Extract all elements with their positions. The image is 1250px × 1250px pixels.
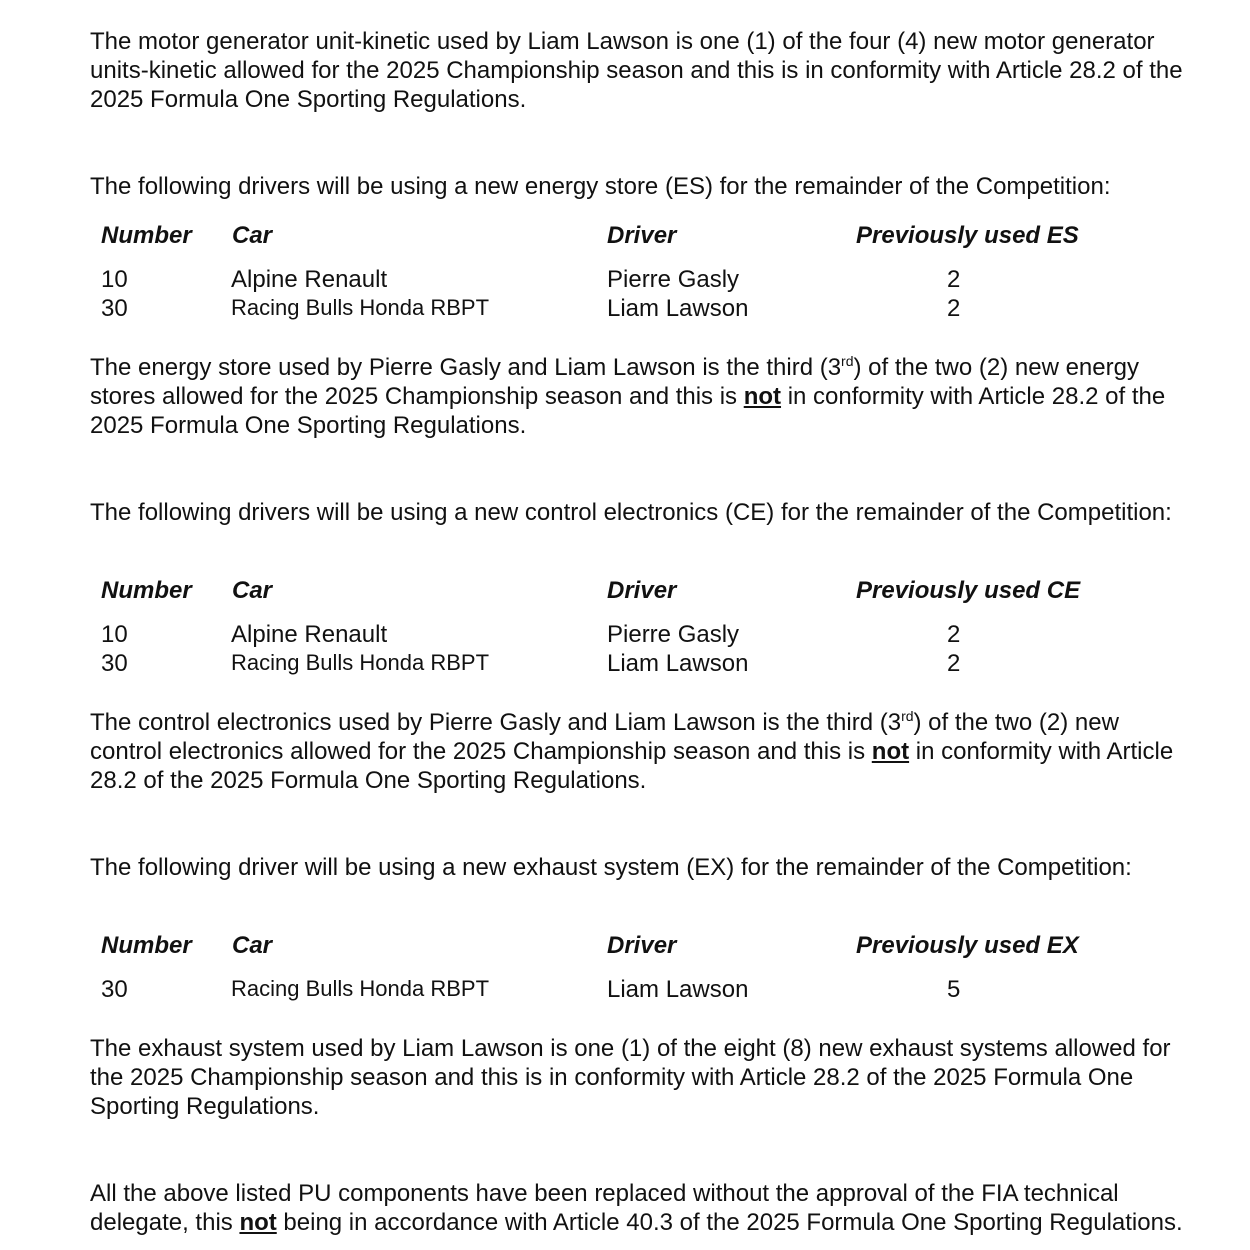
ex-header-number: Number xyxy=(101,932,192,959)
ex-header-driver: Driver xyxy=(607,932,677,959)
ce-row-2-number: 30 xyxy=(101,650,128,677)
ce-not-emphasis: not xyxy=(871,738,910,765)
mgu-k-paragraph: The motor generator unit-kinetic used by Liam Lawson is one (1) of the four (4) new motor generator units-kinetic allowed for the 2025 Championship season and this is in conformity with Article 28.2 of the 2025 Formula One Sporting Regulations. xyxy=(90,28,1183,113)
ex-row-1-car: Racing Bulls Honda RBPT xyxy=(231,976,490,1001)
es-row-1-previous: 2 xyxy=(947,266,961,293)
ce-row-1-car: Alpine Renault xyxy=(231,621,388,648)
ex-row-1-number: 30 xyxy=(101,976,128,1003)
es-row-2-number: 30 xyxy=(101,295,128,322)
es-not-emphasis: not xyxy=(743,383,782,410)
ce-row-2-previous: 2 xyxy=(947,650,961,677)
ce-intro: The following drivers will be using a new control electronics (CE) for the remainder of the Competition: xyxy=(90,499,1172,526)
ce-header-previous: Previously used CE xyxy=(856,577,1081,604)
es-header-number: Number xyxy=(101,222,192,249)
ce-row-2-driver: Liam Lawson xyxy=(607,650,749,677)
final-not-emphasis: not xyxy=(239,1209,277,1236)
es-row-1-number: 10 xyxy=(101,266,128,293)
es-header-car: Car xyxy=(232,222,273,249)
ex-intro: The following driver will be using a new exhaust system (EX) for the remainder of the Competition: xyxy=(90,854,1132,881)
es-intro: The following drivers will be using a new energy store (ES) for the remainder of the Competition: xyxy=(90,173,1111,200)
ex-conclusion: The exhaust system used by Liam Lawson is one (1) of the eight (8) new exhaust systems allowed for the 2025 Championship season and this is in conformity with Article 28.2 of the 2025 Formula One Sporting Regulations. xyxy=(90,1035,1171,1120)
ce-row-1-driver: Pierre Gasly xyxy=(607,621,740,648)
ce-header-driver: Driver xyxy=(607,577,677,604)
es-row-2-previous: 2 xyxy=(947,295,961,322)
ce-header-car: Car xyxy=(232,577,273,604)
ex-row-1-driver: Liam Lawson xyxy=(607,976,749,1003)
es-header-previous: Previously used ES xyxy=(856,222,1079,249)
es-row-2-driver: Liam Lawson xyxy=(607,295,749,322)
es-row-1-driver: Pierre Gasly xyxy=(607,266,740,293)
es-header-driver: Driver xyxy=(607,222,677,249)
ce-row-1-number: 10 xyxy=(101,621,128,648)
ce-row-1-previous: 2 xyxy=(947,621,961,648)
es-conclusion: The energy store used by Pierre Gasly and Liam Lawson is the third (3rd) of the two (2) new energy stores allowed for the 2025 Championship season and this is not in conformity with Article 28.2 of the 2025 Formula One Sporting Regulations. xyxy=(90,353,1166,439)
final-paragraph: All the above listed PU components have been replaced without the approval of the FIA technical delegate, this not being in accordance with Article 40.3 of the 2025 Formula One Sporting Regulations. xyxy=(90,1180,1183,1236)
es-row-1-car: Alpine Renault xyxy=(231,266,388,293)
ce-conclusion: The control electronics used by Pierre Gasly and Liam Lawson is the third (3rd) of the two (2) new control electronics allowed for the 2025 Championship season and this is not in conformity with Article 28.2 of the 2025 Formula One Sporting Regulations. xyxy=(90,708,1174,794)
es-row-2-car: Racing Bulls Honda RBPT xyxy=(231,295,490,320)
ce-header-number: Number xyxy=(101,577,192,604)
ex-header-previous: Previously used EX xyxy=(856,932,1079,959)
ex-header-car: Car xyxy=(232,932,273,959)
ce-row-2-car: Racing Bulls Honda RBPT xyxy=(231,650,490,675)
ex-row-1-previous: 5 xyxy=(947,976,961,1003)
